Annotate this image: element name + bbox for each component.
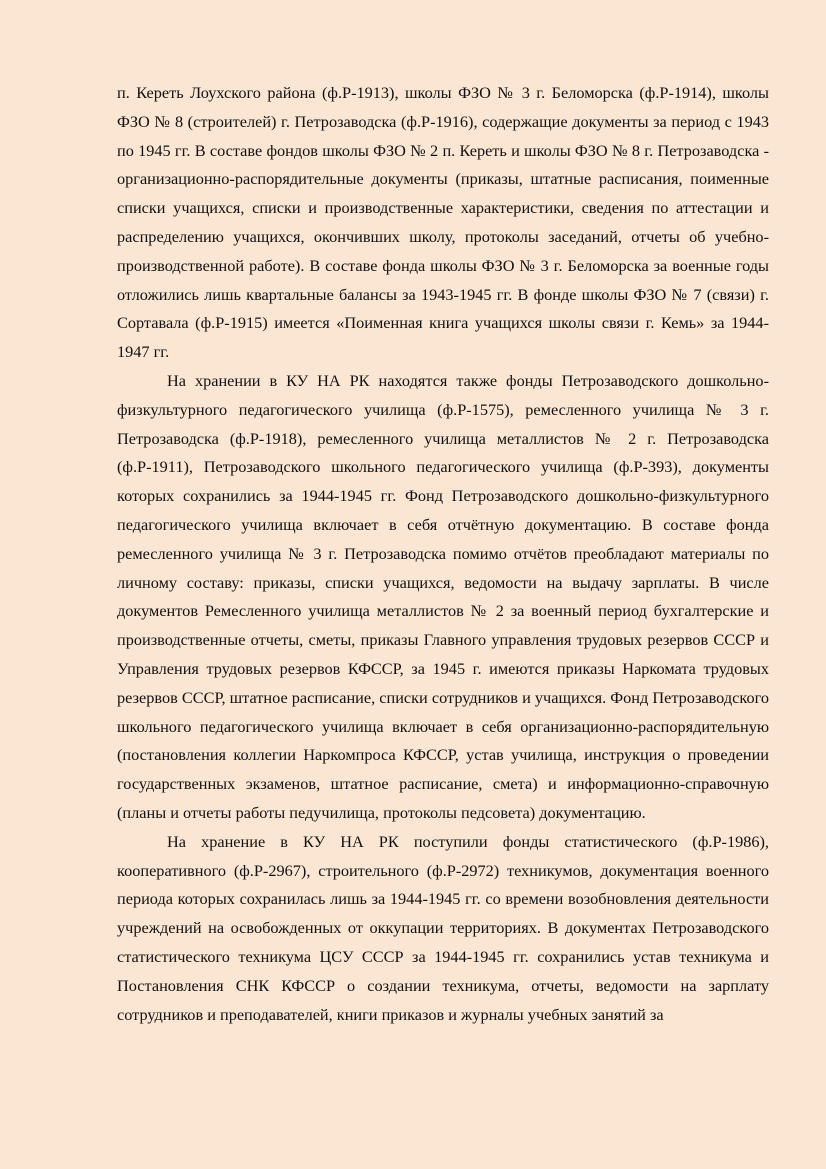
paragraph-2: На хранении в КУ НА РК находятся также фонды Петрозаводского дошкольно-физкультурного педагогического училища (ф.Р-1575), ремесленного училища № 3 г. Петрозаводска (ф.Р-1918), ремесленного училища металлистов № 2 г. Петрозаводска (ф.Р-1911), Петрозаводского школьного педагогического училища (ф.Р-393), документы которых сохранились за 1944-1945 гг. Фонд Петрозаводского дошкольно-физкультурного педагогического училища включает в себя отчётную документацию. В составе фонда ремесленного училища № 3 г. Петрозаводска помимо отчётов преобладают материалы по личному составу: приказы, списки учащихся, ведомости на выдачу зарплаты. В числе документов Ремесленного училища металлистов № 2 за военный период бухгалтерские и производственные отчеты, сметы, приказы Главного управления трудовых резервов СССР и Управления трудовых резервов КФССР, за 1945 г. имеются приказы Наркомата трудовых резервов СССР, штатное расписание, списки сотрудников и учащихся. Фонд Петрозаводского школьного педагогического училища включает в себя организационно-распорядительную (постановления коллегии Наркомпроса КФССР, устав училища, инструкция о проведении государственных экзаменов, штатное расписание, смета) и информационно-справочную (планы и отчеты работы педучилища, протоколы педсовета) документацию. [117, 370, 769, 822]
paragraph-3: На хранение в КУ НА РК поступили фонды статистического (ф.Р-1986), кооперативного (ф.Р-2967), строительного (ф.Р-2972) техникумов, документация военного периода которых сохранилась лишь за 1944-1945 гг. со времени возобновления деятельности учреждений на освобожденных от оккупации территориях. В документах Петрозаводского статистического техникума ЦСУ СССР за 1944-1945 гг. сохранились устав техникума и Постановления СНК КФССР о создании техникума, отчеты, ведомости на зарплату сотрудников и преподавателей, книги приказов и журналы учебных занятий за [117, 831, 769, 1024]
paragraph-1: п. Кереть Лоухского района (ф.Р-1913), школы ФЗО № 3 г. Беломорска (ф.Р-1914), школы ФЗО № 8 (строителей) г. Петрозаводска (ф.Р-1916), содержащие документы за период с 1943 по 1945 гг. В составе фондов школы ФЗО № 2 п. Кереть и школы ФЗО № 8 г. Петрозаводска - организационно-распорядительные документы (приказы, штатные расписания, поименные списки учащихся, списки и производственные характеристики, сведения по аттестации и распределению учащихся, окончивших школу, протоколы заседаний, отчеты об учебно-производственной работе). В составе фонда школы ФЗО № 3 г. Беломорска за военные годы отложились лишь квартальные балансы за 1943-1945 гг. В фонде школы ФЗО № 7 (связи) г. Сортавала (ф.Р-1915) имеется «Поименная книга учащихся школы связи г. Кемь» за 1944-1947 гг. [117, 83, 769, 362]
document-page [117, 79, 769, 1029]
